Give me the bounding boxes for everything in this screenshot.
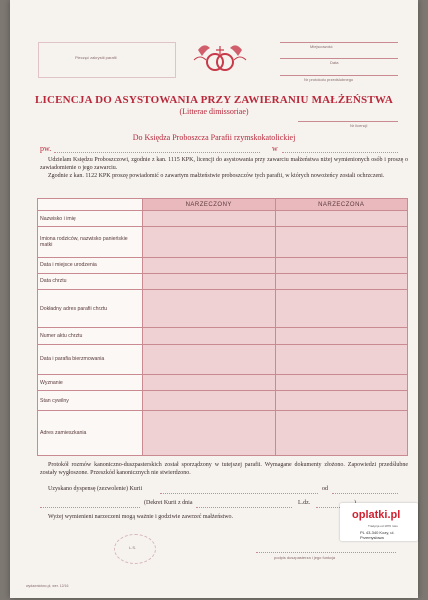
groom-field[interactable] <box>143 273 276 289</box>
place-label: Miejscowość <box>310 44 333 49</box>
table-header-row <box>38 199 408 211</box>
w-label: w <box>272 144 278 153</box>
table-row <box>38 344 408 374</box>
groom-field[interactable] <box>143 391 276 411</box>
table-row <box>38 290 408 328</box>
row-label: Data i miejsce urodzenia <box>38 257 143 273</box>
bride-field[interactable] <box>275 290 408 328</box>
parish-stamp-box <box>38 42 176 78</box>
groom-field[interactable] <box>143 257 276 273</box>
addressee-line: Do Księdza Proboszcza Parafii rzymskokatolickiej <box>132 133 296 142</box>
row-label: Data i parafia bierzmowania <box>38 344 143 374</box>
signature-label: podpis duszpasterza i jego funkcja <box>274 555 336 560</box>
groom-field[interactable] <box>143 411 276 456</box>
closing-sentence: Wyżej wymienieni narzeczeni mogą ważnie i godziwie zawrzeć małżeństwo. <box>48 514 234 520</box>
bride-field[interactable] <box>275 227 408 257</box>
row-label: Imiona rodziców, nazwisko panieńskie matki <box>38 227 143 257</box>
table-row <box>38 391 408 411</box>
row-label: Data chrztu <box>38 273 143 289</box>
protocol-paragraph: Protokół rozmów kanoniczno-duszpasterskich został sporządzony w tutejszej parafii. Wymagane dokumenty złożono. Zapowiedzi przedślubne zostały wygłoszone. Przeszkód kanonicznych nie stwierdzono. <box>40 462 408 476</box>
bride-field[interactable] <box>275 257 408 273</box>
protocol-label: Nr protokołu przedślubnego <box>304 77 354 82</box>
license-no-label: Nr licencji <box>350 123 368 128</box>
document-subtitle: (Litterae dimissoriae) <box>179 107 249 116</box>
bride-field[interactable] <box>275 391 408 411</box>
row-label: Wyznanie <box>38 375 143 391</box>
seal-label: L.S. <box>129 545 137 550</box>
brand-logo <box>340 503 418 541</box>
groom-field[interactable] <box>143 211 276 227</box>
brand-name: oplatki.pl <box>352 509 401 521</box>
paragraph-license: Udzielam Księdzu Proboszczowi, zgodnie z kan. 1115 KPK, licencji do asystowania przy zawarciu małżeństwa niżej wymienionych osób i proszę o zawiadomienie o jego zawarciu. <box>40 157 408 171</box>
column-bride: NARZECZONA <box>275 199 408 211</box>
groom-field[interactable] <box>143 328 276 344</box>
groom-field[interactable] <box>143 290 276 328</box>
brand-tagline: Tradycja od 1870 roku <box>368 524 398 528</box>
bride-field[interactable] <box>275 411 408 456</box>
bride-field[interactable] <box>275 211 408 227</box>
row-label: Stan cywilny <box>38 391 143 411</box>
bride-field[interactable] <box>275 375 408 391</box>
bride-field[interactable] <box>275 344 408 374</box>
print-code: wydawnictwo.pl, wer. 12/16 <box>26 584 69 588</box>
rings-emblem <box>190 40 250 78</box>
row-label: Numer aktu chrztu <box>38 328 143 344</box>
stamp-label: Pieczęć zakrystii parafii <box>75 55 117 60</box>
row-label: Nazwisko i imię <box>38 211 143 227</box>
brand-address: PL 43-340 Kozy, ul. Przemysłowa <box>360 530 395 540</box>
pw-label: pw. <box>40 144 52 153</box>
decree-label: (Dekret Kurii z dnia <box>144 500 193 506</box>
groom-field[interactable] <box>143 227 276 257</box>
groom-field[interactable] <box>143 375 276 391</box>
row-label: Adres zamieszkania <box>38 411 143 456</box>
table-row <box>38 411 408 456</box>
bride-field[interactable] <box>275 328 408 344</box>
table-row <box>38 257 408 273</box>
ldz-label: L.dz. <box>298 500 311 506</box>
seal-placeholder <box>114 534 156 564</box>
table-row <box>38 328 408 344</box>
od-label: od <box>322 486 328 492</box>
column-groom: NARZECZONY <box>143 199 276 211</box>
table-row <box>38 211 408 227</box>
document-title: LICENCJA DO ASYSTOWANIA PRZY ZAWIERANIU MAŁŻEŃSTWA <box>34 94 394 106</box>
paragraph-notification: Zgodnie z kan. 1122 KPK proszę powiadomić o zawartym małżeństwie proboszczów tych parafii, w których nowożeńcy zostali ochrzczeni. <box>48 173 385 179</box>
groom-field[interactable] <box>143 344 276 374</box>
bride-field[interactable] <box>275 273 408 289</box>
table-row <box>38 273 408 289</box>
dispensation-label: Uzyskano dyspensę (zezwolenie) Kurii <box>48 486 143 492</box>
couple-data-table <box>37 198 408 456</box>
table-row <box>38 375 408 391</box>
row-label: Dokładny adres parafii chrztu <box>38 290 143 328</box>
date-label: Data <box>330 60 339 65</box>
table-row <box>38 227 408 257</box>
